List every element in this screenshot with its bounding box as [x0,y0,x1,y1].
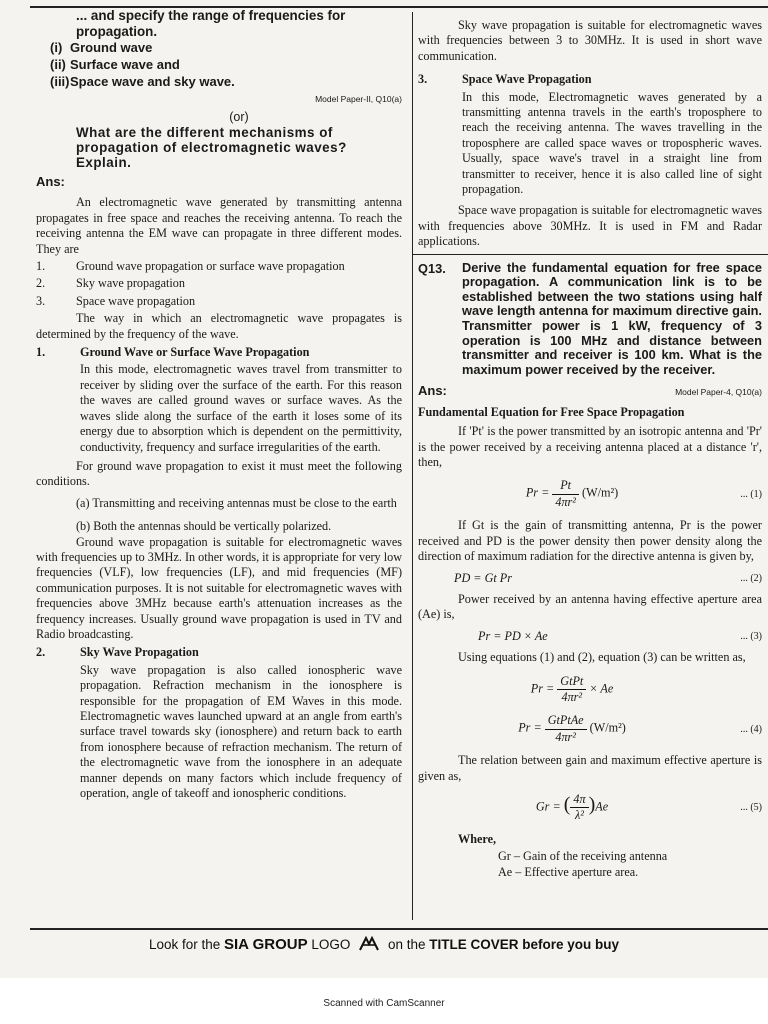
model-paper-ref: Model Paper-4, Q10(a) [675,387,762,398]
equation-5: Gr = ( $\frac{4\pi}{\text{λ²}}$ )Ae ... (5) [535,791,762,823]
bullet-item: (i) Ground wave [50,40,153,56]
section-body [80,663,402,802]
answer-label: Ans: [36,174,65,189]
definitions [498,849,762,880]
paragraph: In this mode, Electromagnetic waves generated by a transmitting antenna travels in the earth's troposphere to reach the receiving antenna. The waves travelling in the troposphere are called space waves or tropospheric waves. Usually, space wave's travel in a straight line from transmitter to receiver, hence it is also called line of sight propagation. [462,89,762,197]
bullet-item: (iii) Space wave and sky wave. [50,74,235,90]
equation-2: PD = Gt Pr ... (2) [454,570,762,585]
equation-4b: Pr = $\frac{\text{GtPtAe}}{\text{4πr²}}$ (W/m²) ... (4) [518,713,762,744]
scanner-watermark: Scanned with CamScanner [323,998,445,1009]
footer-banner: Look for the SIA GROUP LOGO on the TITLE COVER before you buy [148,936,620,954]
paragraph: If 'Pt' is the power transmitted by an isotropic antenna and 'Pr' is the power received by a receiving antenna placed at a distance 'r', then, [418,424,762,470]
mode-item: 3. Space wave propagation [36,293,196,308]
right-column [418,18,762,880]
section-heading: 2. Sky Wave Propagation [36,645,199,660]
equation-3: Pr = PD × Ae ... (3) [478,628,762,643]
mode-item: 1. Ground wave propagation or surface wave propagation [36,259,345,274]
bullet-item: (ii) Surface wave and [50,57,180,73]
equation-4a: Pr = $\frac{\text{GtPt}}{\text{4πr²}}$ × Ae [530,673,614,704]
subheading: Fundamental Equation for Free Space Propagation [418,404,685,419]
mode-item: 2. Sky wave propagation [36,276,185,291]
paragraph: In this mode, electromagnetic waves travel from transmitter to receiver by sliding over the surface of the earth. For this reason the waves are called ground waves or surface waves. As the waves slide along the surface of the earth it loses some of its energy due to absorption which is dependent on the permittivity, conductivity, frequency and surface irregularities of the earth. [80,362,402,454]
section-body [80,362,402,454]
section-heading: 3. Space Wave Propagation [418,72,592,87]
or-separator: (or) [229,109,249,124]
column-divider [412,12,413,920]
bottom-rule [30,928,768,930]
question-13: Q13. Derive the fundamental equation for free space propagation. A communication link is to be established between the two stations using half wave length antenna for maximum directive gain. Transmitter power is 1 kW, frequency of 3 operation is 100 MHz and distance between transmitter and receiver is 100 km. What is the maximum power received by the receiver. [418,259,762,377]
where-label: Where, [458,831,497,846]
paragraph: Using equations (1) and (2), equation (3) can be written as, [458,650,746,665]
paragraph: Ground wave propagation is suitable for electromagnetic waves with frequencies up to 3MHz. In other words, it is appropriate for very low frequencies (VLF), low frequencies (LF), and mid frequencies (MF) communication purposes. It is not suitable for electromagnetic waves with frequencies above 3MHz because earth's attenuation increases as the frequency increases. Usually ground wave propagation is used in TV and Radio broadcasting. [36,534,402,641]
definition-item: Gr – Gain of the receiving antenna [498,849,668,864]
paragraph: Sky wave propagation is suitable for electromagnetic waves with frequencies between 3 to 30MHz. It is used in short wave communication. [418,18,762,63]
paragraph: If Gt is the gain of transmitting antenna, Pr is the power received and PD is the power density then power density along the direction of maximum radiation for the directive antenna is given by, [418,518,762,564]
answer-row [418,383,762,400]
question-divider [412,254,768,255]
model-paper-ref: Model Paper-II, Q10(a) [315,94,402,105]
equation-1: Pr = $\frac{Pt}{\text{4πr²}}$ (W/m²) ... (1) [525,478,762,509]
question-intro: ... and specify the range of frequencies for propagation. [76,8,346,39]
question-text: What are the different mechanisms of propagation of electromagnetic waves? Explain. [76,125,347,170]
mode-note: The way in which an electromagnetic wave propagates is determined by the frequency of the wave. [36,311,402,341]
definition-item: Ae – Effective aperture area. [498,864,639,879]
answer-label: Ans: [418,383,447,399]
section-body [462,90,762,198]
paragraph: Sky wave propagation is also called ionospheric wave propagation. Refraction mechanism in the ionosphere is responsible for the propagation of EM Waves in this mode. Electromagnetic waves launched upward at an angle from earth's surface travel towards sky (ionosphere) and return back to earth from ionosphere because of refraction mechanism. The return of the electromagnetic wave from the ionosphere in an adequate manner depends on many factors which include frequency of operation, angle of takeoff and ionospheric conditions. [80,662,402,801]
left-column [36,8,402,801]
condition-a: (a) Transmitting and receiving antennas must be close to the earth [76,495,397,510]
sia-logo-icon [358,936,380,955]
paragraph: Power received by an antenna having effective aperture area (Ae) is, [418,591,762,622]
section-heading: 1. Ground Wave or Surface Wave Propagation [36,345,310,360]
paragraph: Space wave propagation is suitable for electromagnetic waves with frequencies above 30MHz. It is used in FM and Radar applications. [418,203,762,249]
paragraph: The relation between gain and maximum effective aperture is given as, [418,753,762,783]
condition-b: (b) Both the antennas should be vertically polarized. [76,519,332,534]
intro-paragraph: An electromagnetic wave generated by transmitting antenna propagates in free space and reaches the receiving antenna. To reach the receiving antenna the EM wave can propagate in three different modes. They are [36,195,402,256]
paragraph: For ground wave propagation to exist it must meet the following conditions. [36,458,402,489]
